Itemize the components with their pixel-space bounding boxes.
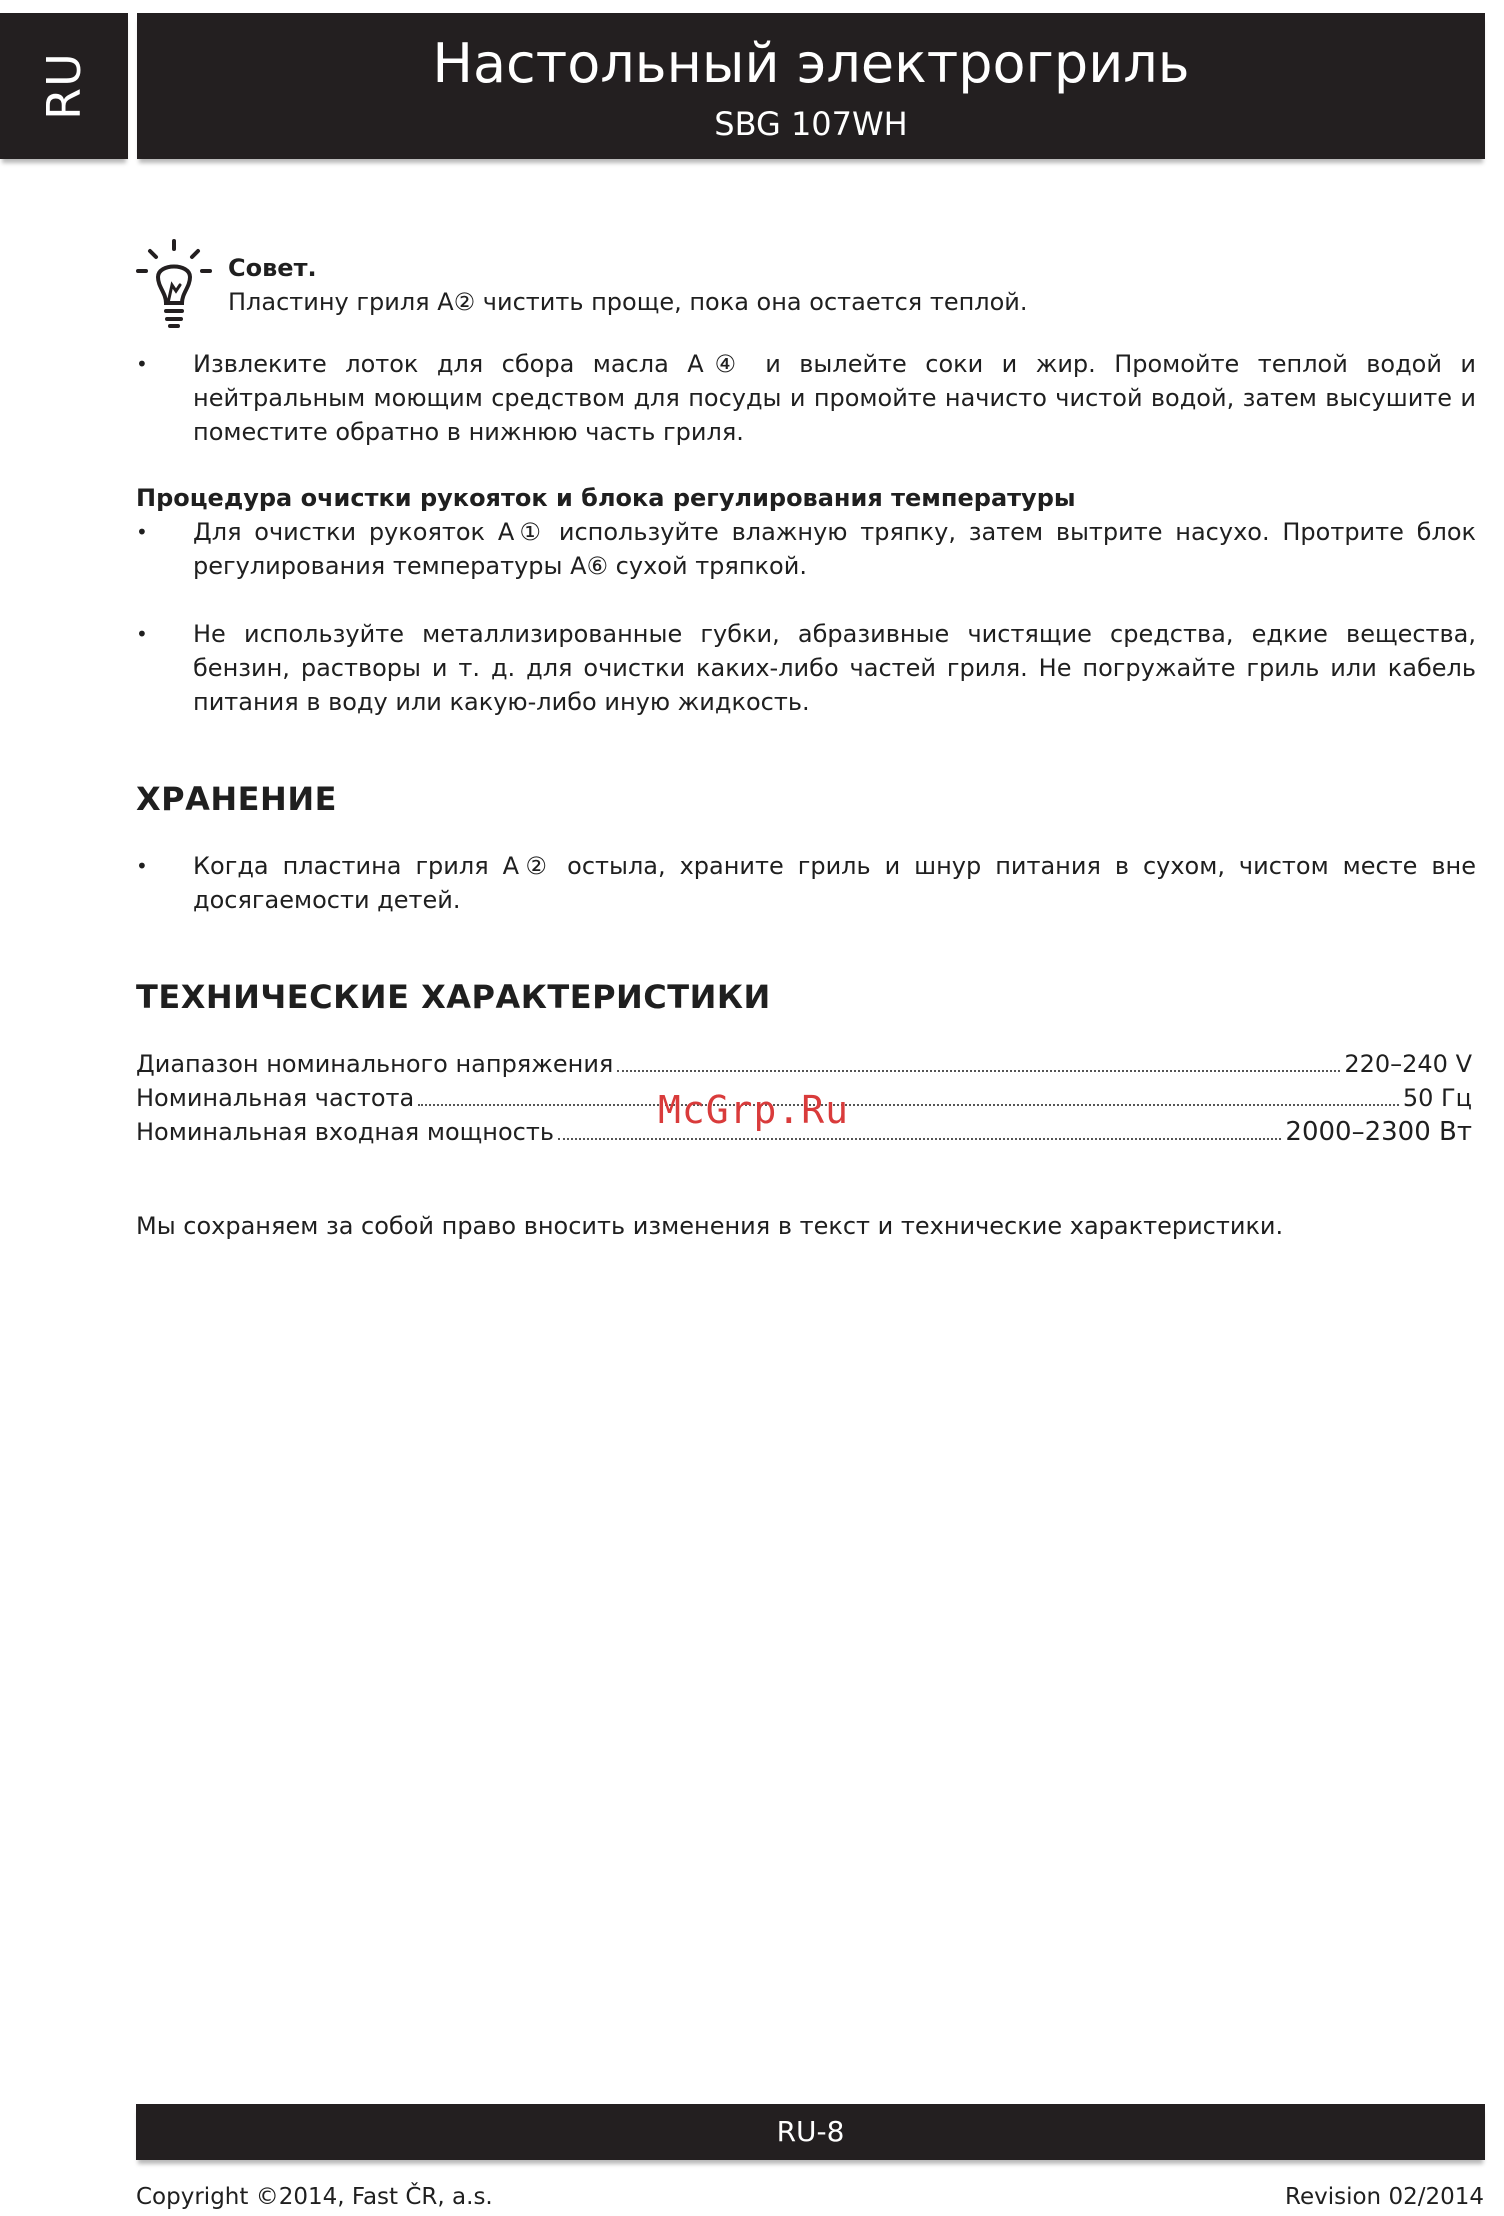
tip-block [136, 245, 1476, 335]
copyright-text: Copyright ©2014, Fast ČR, a.s. [136, 2184, 493, 2210]
page-title: Настольный электрогриль [432, 32, 1190, 95]
spec-row [136, 1047, 1472, 1081]
dot-leader [418, 1104, 1399, 1106]
dot-leader [558, 1138, 1281, 1140]
spec-value: 220–240 V [1344, 1050, 1472, 1078]
tip-title: Совет. [228, 254, 317, 282]
disclaimer-text: Мы сохраняем за собой право вносить изменения в текст и технические характеристики. [136, 1212, 1284, 1240]
model-number: SBG 107WH [714, 105, 908, 143]
tip-text: Пластину гриля A② чистить проще, пока она остается теплой. [228, 288, 1028, 316]
list-item: • Не используйте металлизированные губки, абразивные чистящие средства, едкие вещества, бензин, растворы и т. д. для очистки каких-либо частей гриля. Не погружайте гриль или кабель питания в воду или какую-либо иную жидкость. [136, 617, 1476, 719]
list-item: • Для очистки рукояток A① используйте влажную тряпку, затем вытрите насухо. Протрите блок регулирования температуры A⑥ сухой тряпкой. [136, 515, 1476, 583]
specs-heading: ТЕХНИЧЕСКИЕ ХАРАКТЕРИСТИКИ [136, 978, 771, 1016]
language-code: RU [37, 52, 91, 120]
subsection-heading: Процедура очистки рукояток и блока регулирования температуры [136, 484, 1076, 512]
spec-label: Диапазон номинального напряжения [136, 1050, 614, 1078]
language-tab [0, 13, 128, 159]
spec-label: Номинальная частота [136, 1084, 415, 1112]
spec-value: 50 Гц [1402, 1084, 1472, 1112]
spec-label: Номинальная входная мощность [136, 1118, 554, 1146]
watermark-text: McGrp.Ru [658, 1088, 850, 1132]
list-item: • Когда пластина гриля A② остыла, храните гриль и шнур питания в сухом, чистом месте вне досягаемости детей. [136, 849, 1476, 917]
page-number: RU-8 [776, 2115, 845, 2148]
lightbulb-icon [136, 239, 212, 331]
revision-text: Revision 02/2014 [1285, 2184, 1484, 2210]
spec-value: 2000–2300 Вт [1285, 1117, 1472, 1147]
page-number-bar [136, 2104, 1485, 2160]
dot-leader [617, 1070, 1340, 1072]
list-item: • Извлеките лоток для сбора масла A④ и вылейте соки и жир. Промойте теплой водой и нейтральным моющим средством для посуды и промойте начисто чистой водой, затем высушите и поместите обратно в нижнюю часть гриля. [136, 347, 1476, 449]
storage-heading: ХРАНЕНИЕ [136, 780, 337, 818]
title-bar [137, 13, 1485, 159]
